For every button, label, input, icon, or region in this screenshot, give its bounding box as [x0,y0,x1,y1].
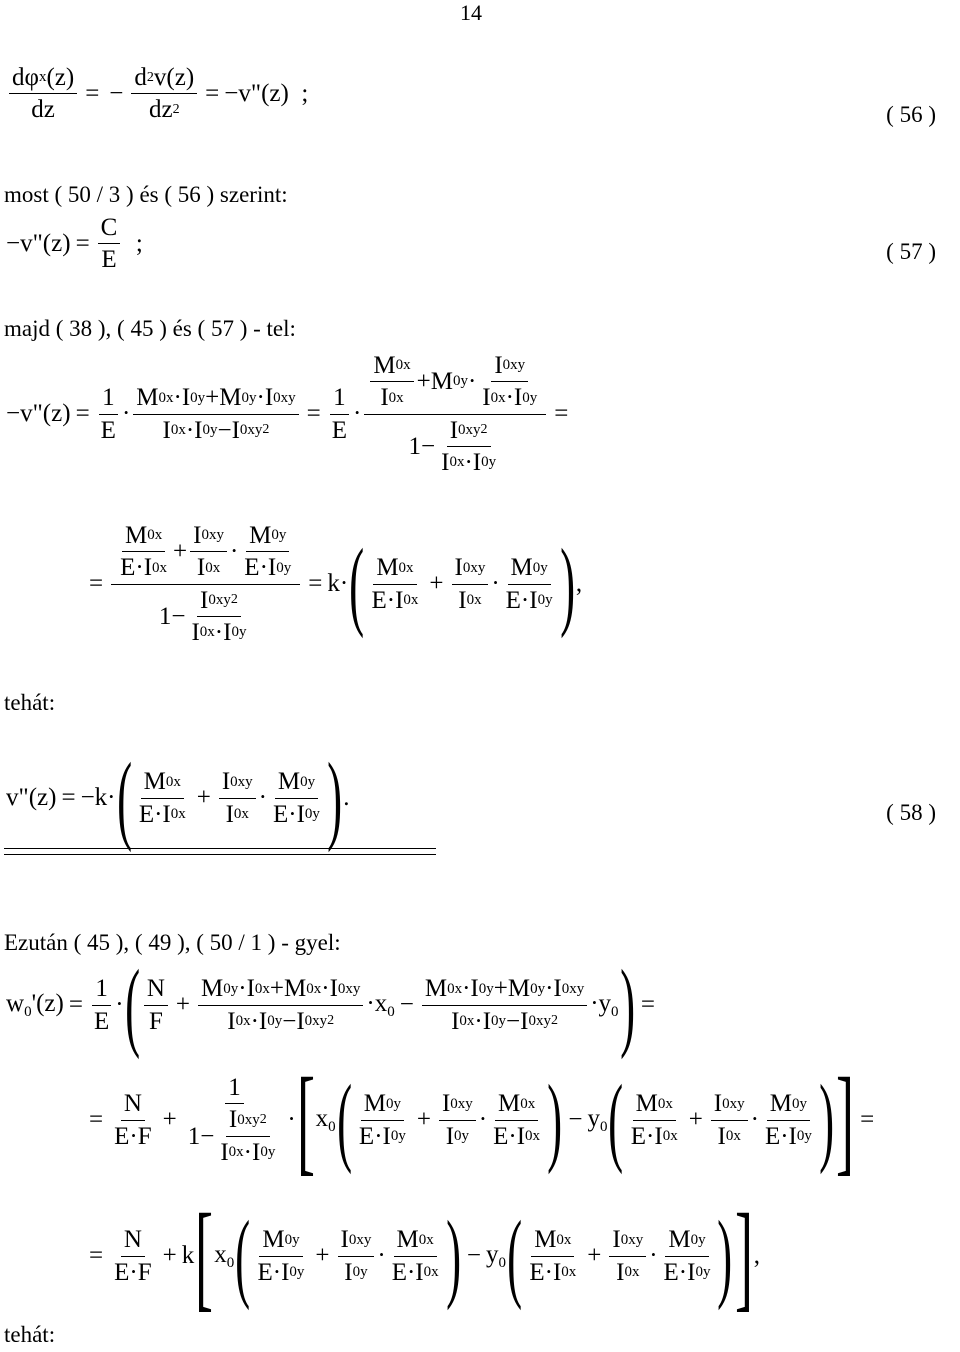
equation-57: −v"(z) = $\frac{C}{E}$ ; [6,214,143,274]
page-number: 14 [460,0,482,25]
w0-line-2: = $\frac{N}{E\cdot F}$ + 1 1− I 0xy 2 I 0x ·I 0y · [ $x_0$ ( M 0y E·I 0y + I 0xy I 0y · M 0x E·I 0x ) − $y_0$ ( M 0x E·I 0x + I 0xy I 0x · M 0y E·I 0y ) ] = [89,1053,875,1186]
text-ezutan: Ezután ( 45 ), ( 49 ), ( 50 / 1 ) - gyel: [4,930,341,955]
equation-number-57: ( 57 ) [886,239,936,264]
derivation-line-1: −v"(z) = $\frac{1}{E}$ · M 0x ·I 0y +M 0y ·I 0xy I 0x ·I 0y −I 0xy 2 = $\frac{1}{E}$ · M 0x I 0x +M 0y · I 0xy I 0x ·I 0y 1− I 0xy 2 I 0x ·I 0y = [6,352,569,476]
text-most: most ( 50 / 3 ) és ( 56 ) szerint: [4,182,288,207]
text-majd: majd ( 38 ), ( 45 ) és ( 57 ) - tel: [4,316,296,341]
text-tehat-2: tehát: [4,1322,56,1347]
equation-56: dφ x (z) dz = − d 2 v(z) dz 2 = −v"(z) ; [6,62,308,126]
w0-line-3: = $\frac{N}{E\cdot F}$ + k [ $x_0$ ( M 0y E·I 0y + I 0xy I 0y · M 0x E·I 0x ) − $y_0$ ( M 0x E·I 0x + I 0xy I 0x · M 0y E·I 0y ) ] , [89,1189,760,1322]
equation-58: v"(z) = −k· ( M 0x E·I 0x + I 0xy I 0x · M 0y E·I 0y ) . [6,742,350,853]
text-tehat-1: tehát: [4,690,56,715]
w0-line-1: $w_0'(z)$ = $\frac{1}{E}$ · ( N F + M 0y ·I 0x +M 0x ·I 0xy I 0x ·I 0y −I 0xy 2 $\cdot x_0$ − M 0x ·I 0y +M 0y ·I 0xy I 0x ·I 0y −I 0xy 2 $\cdot y_0$ ) = [6,949,655,1060]
equation-number-56: ( 56 ) [886,102,936,127]
derivation-line-2: = M 0x E·I 0x + I 0xy I 0x · M 0y E·I 0y 1− I 0xy 2 I 0x ·I 0y = k· ( M 0x E·I 0x + I 0xy I 0x · M 0y E·I 0y ) , [89,522,583,646]
double-underline [4,848,436,855]
equation-number-58: ( 58 ) [886,800,936,825]
